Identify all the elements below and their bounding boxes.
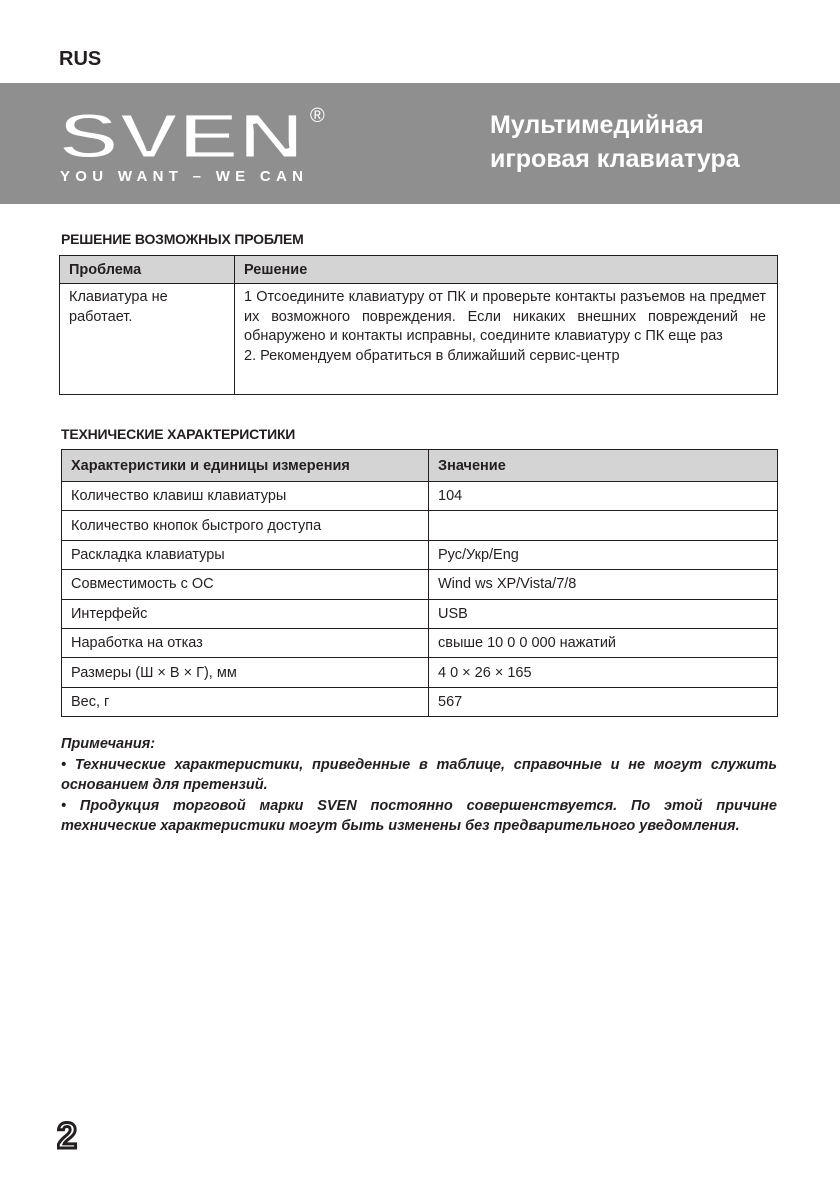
table-row [62,687,778,716]
spec-name: Вес, г [62,687,429,716]
table-row [62,599,778,628]
table-header-row [62,450,778,482]
spec-value: Рус/Укр/Eng [429,540,778,569]
notes-title: Примечания: [61,736,156,752]
svg-text:®: ® [310,105,325,127]
spec-name: Раскладка клавиатуры [62,540,429,569]
svg-text:2: 2 [57,1118,78,1150]
specs-title: ТЕХНИЧЕСКИЕ ХАРАКТЕРИСТИКИ [61,426,296,442]
table-row [62,511,778,540]
product-title [490,108,810,176]
solution-step-1: 1 Отсоедините клавиатуру от ПК и проверьте контакты разъемов на предмет их возможного повреждения. Если никаких внешних повреждений не обнаружено и контакты исправны, соедините клавиатуру с ПК еще раз [244,289,766,344]
table-header-row [60,256,778,284]
page-number [57,1118,89,1150]
table-row [60,284,778,395]
spec-name: Количество кнопок быстрого доступа [62,511,429,540]
table-row [62,540,778,569]
table-row [62,628,778,657]
spec-value: Wind ws XP/Vista/7/8 [429,570,778,599]
spec-name: Размеры (Ш × В × Г), мм [62,658,429,687]
column-header-solution: Решение [235,256,778,284]
language-label: RUS [59,48,102,70]
spec-name: Наработка на отказ [62,628,429,657]
spec-value [429,511,778,540]
solution-cell [235,284,778,395]
spec-value: 567 [429,687,778,716]
column-header-value: Значение [429,450,778,482]
spec-name: Совместимость с ОС [62,570,429,599]
note-item: • Продукция торговой марки SVEN постоянно совершенствуется. По этой причине технические характеристики могут быть изменены без предварительного уведомления. [61,797,777,834]
problem-text: Клавиатура не работает. [69,289,168,325]
spec-value: свыше 10 0 0 000 нажатий [429,628,778,657]
note-item: • Технические характеристики, приведенные в таблице, справочные и не могут служить основанием для претензий. [61,756,777,793]
troubleshooting-table [59,255,778,395]
column-header-problem: Проблема [60,256,235,284]
spec-value: USB [429,599,778,628]
notes [61,734,777,837]
sven-logo [58,102,328,184]
table-row [62,482,778,511]
svg-text:SVEN: SVEN [58,102,303,172]
solution-step-2: 2. Рекомендуем обратиться в ближайший сервис-центр [244,347,620,364]
table-row [62,658,778,687]
svg-text:YOU WANT – WE CAN: YOU WANT – WE CAN [60,168,303,184]
spec-name: Количество клавиш клавиатуры [62,482,429,511]
column-header-characteristic: Характеристики и единицы измерения [62,450,429,482]
table-row [62,570,778,599]
problem-cell [60,284,235,395]
product-title-line-1: Мультимедийная [490,111,704,139]
product-title-line-2: игровая клавиатура [490,145,740,173]
spec-value: 4 0 × 26 × 165 [429,658,778,687]
troubleshooting-title: РЕШЕНИЕ ВОЗМОЖНЫХ ПРОБЛЕМ [61,231,304,247]
spec-value: 104 [429,482,778,511]
specs-table [61,449,778,717]
spec-name: Интерфейс [62,599,429,628]
